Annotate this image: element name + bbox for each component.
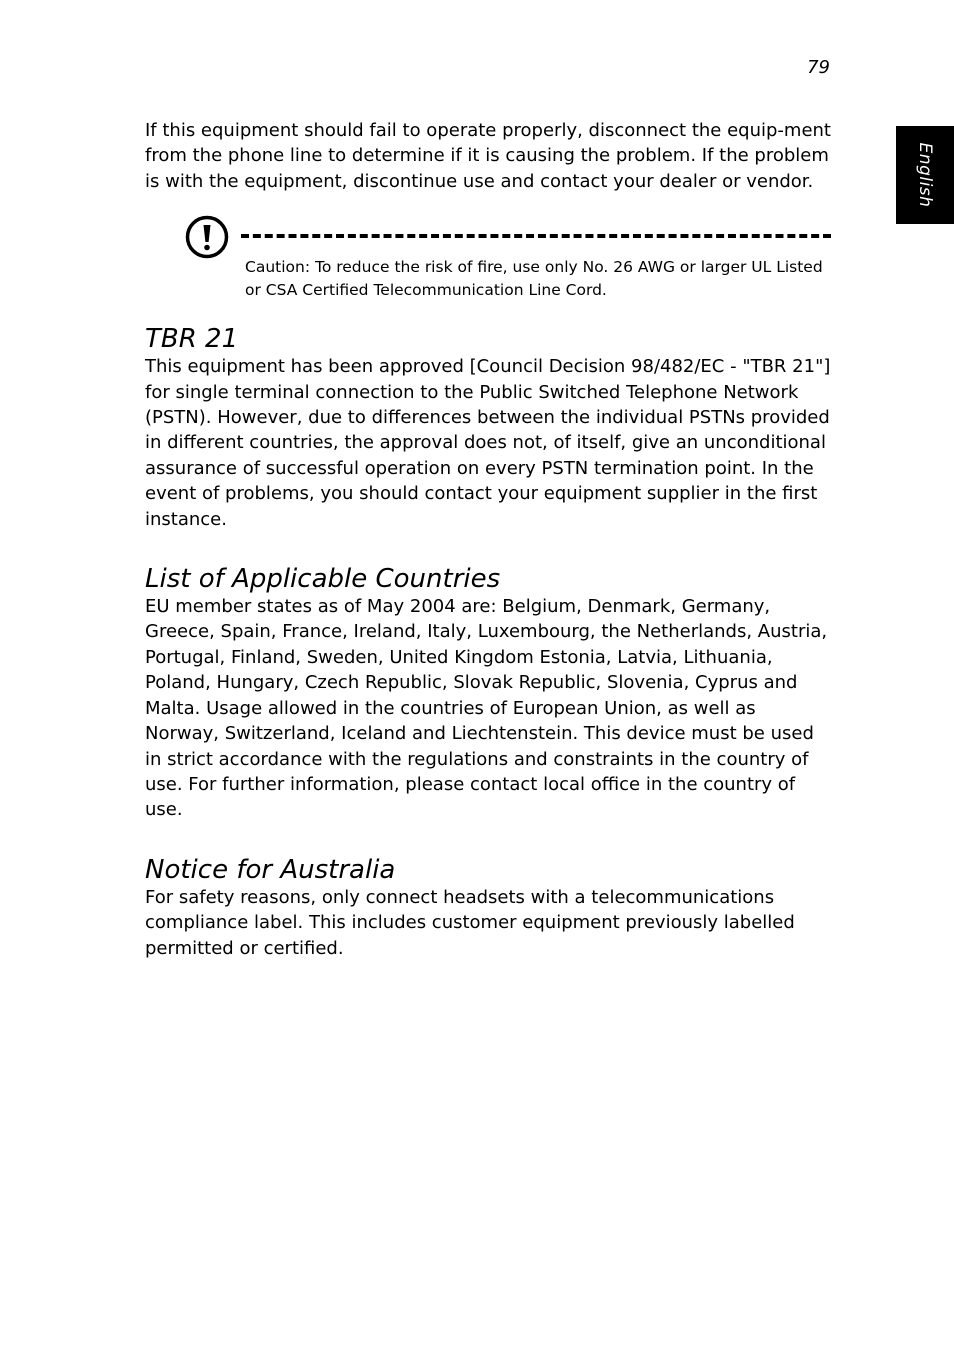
section-body-applicable-countries: EU member states as of May 2004 are: Belgium, Denmark, Germany, Greece, Spain, France, Ireland, Italy, Luxembourg, the Netherlands, Austria, Portugal, Finland, Sweden, United Kingdom Estonia, Latvia, Lithuania, Poland, Hungary, Czech Republic, Slovak Republic, Slovenia, Cyprus and Malta. Usage allowed in the countries of European Union, as well as Norway, Switzerland, Iceland and Liechtenstein. This device must be used in strict accordance with the regulations and constraints in the country of use. For further information, please contact local office in the country of use. bbox=[145, 596, 828, 821]
page-content bbox=[145, 118, 835, 961]
section-body-notice-australia: For safety reasons, only connect headsets with a telecommunications compliance label. This includes customer equipment previously labelled permitted or certified. bbox=[145, 886, 795, 959]
side-tab-label: English bbox=[915, 142, 935, 208]
language-side-tab bbox=[896, 126, 954, 224]
section-body-tbr21: This equipment has been approved [Council Decision 98/482/EC - "TBR 21"] for single terminal connection to the Public Switched Telephone Network (PSTN). However, due to differences between the individual PSTNs provided in different countries, the approval does not, of itself, give an unconditional assurance of successful operation on every PSTN termination point. In the event of problems, you should contact your equipment supplier in the first instance. bbox=[145, 356, 831, 530]
page-number: 79 bbox=[807, 57, 830, 78]
caution-body: To reduce the risk of fire, use only No. 26 AWG or larger UL Listed or CSA Certified Telecommunication Line Cord. bbox=[245, 258, 823, 300]
section-heading-notice-australia: Notice for Australia bbox=[145, 854, 396, 885]
intro-paragraph: If this equipment should fail to operate properly, disconnect the equip-ment from the phone line to determine if it is causing the problem. If the problem is with the equipment, discontinue use and contact your dealer or vendor. bbox=[145, 120, 831, 192]
caution-label: Caution: bbox=[245, 258, 311, 277]
section-heading-tbr21: TBR 21 bbox=[145, 324, 239, 355]
section-heading-applicable-countries: List of Applicable Countries bbox=[145, 564, 501, 595]
caution-dashed-rule bbox=[241, 234, 831, 238]
exclamation-circle-icon bbox=[185, 215, 229, 259]
caution-text bbox=[245, 256, 825, 302]
caution-note bbox=[145, 194, 835, 304]
